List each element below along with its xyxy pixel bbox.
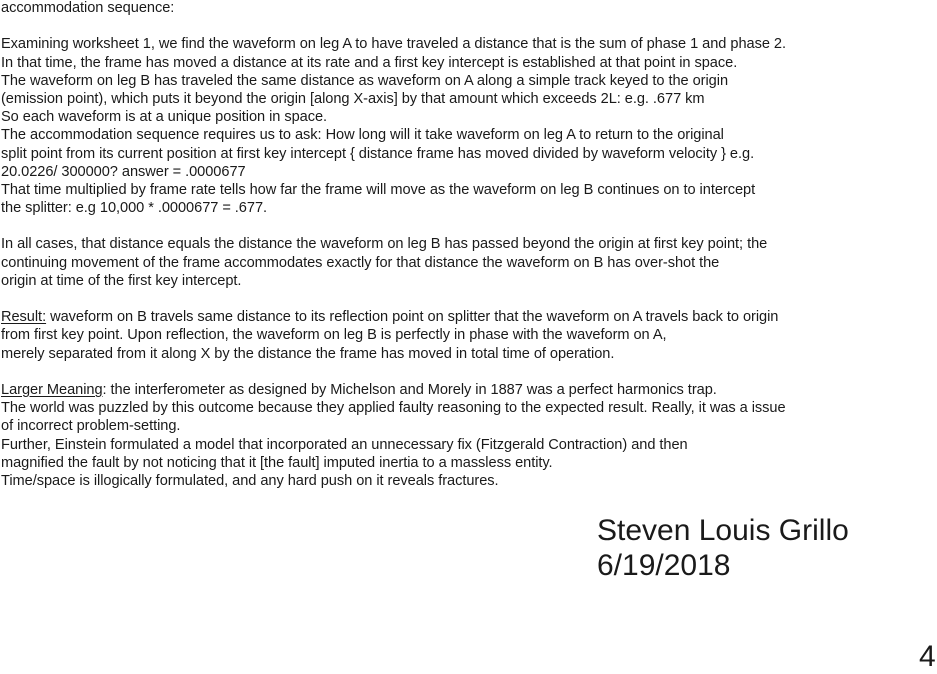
paragraph-gap <box>1 17 935 35</box>
paragraph-gap <box>1 363 935 381</box>
author-name: Steven Louis Grillo <box>597 514 849 547</box>
paragraph-worksheet <box>1 35 935 217</box>
text-line: Further, Einstein formulated a model that incorporated an unnecessary fix (Fitzgerald Contraction) and then <box>1 436 688 453</box>
text-line: continuing movement of the frame accommodates exactly for that distance the waveform on B has over-shot the <box>1 254 720 271</box>
text-line: The accommodation sequence requires us to ask: How long will it take waveform on leg A to return to the original <box>1 127 724 144</box>
text-line: Examining worksheet 1, we find the waveform on leg A to have traveled a distance that is the sum of phase 1 and phase 2. <box>1 36 786 53</box>
text-line: So each waveform is at a unique position in space. <box>1 109 328 126</box>
text-line: The waveform on leg B has traveled the same distance as waveform on A along a simple track keyed to the origin <box>1 72 729 89</box>
text-line: In all cases, that distance equals the distance the waveform on leg B has passed beyond the origin at first key point; the <box>1 236 768 253</box>
text-line: merely separated from it along X by the distance the frame has moved in total time of operation. <box>1 345 615 362</box>
result-text: waveform on B travels same distance to its reflection point on splitter that the waveform on A travels back to origin <box>46 309 779 326</box>
text-line: origin at time of the first key intercept. <box>1 272 242 289</box>
larger-meaning-text: : the interferometer as designed by Michelson and Morely in 1887 was a perfect harmonics trap. <box>102 381 717 398</box>
text-line: magnified the fault by not noticing that it [the fault] imputed inertia to a massless entity. <box>1 454 553 471</box>
result-heading: Result: <box>1 309 47 326</box>
signature-date: 6/19/2018 <box>597 549 731 582</box>
paragraph-all-cases <box>1 235 935 290</box>
text-line: That time multiplied by frame rate tells how far the frame will move as the waveform on leg B continues on to intercept <box>1 181 756 198</box>
larger-meaning-heading: Larger Meaning <box>1 381 103 398</box>
text-line: In that time, the frame has moved a distance at its rate and a first key intercept is established at that point in space. <box>1 54 738 71</box>
text-line: from first key point. Upon reflection, the waveform on leg B is perfectly in phase with the waveform on A, <box>1 327 667 344</box>
document-body <box>1 0 935 490</box>
intro-line: accommodation sequence: <box>1 0 175 16</box>
text-line: split point from its current position at first key intercept { distance frame has moved divided by waveform velocity } e.g. <box>1 145 755 162</box>
text-line: of incorrect problem-setting. <box>1 418 181 435</box>
page-number: 4 <box>919 640 936 673</box>
paragraph-gap <box>1 217 935 235</box>
paragraph-larger-meaning <box>1 381 935 490</box>
text-line: Time/space is illogically formulated, and any hard push on it reveals fractures. <box>1 472 499 489</box>
text-line: 20.0226/ 300000? answer = .0000677 <box>1 163 246 180</box>
text-line <box>1 308 935 326</box>
text-line: (emission point), which puts it beyond the origin [along X-axis] by that amount which exceeds 2L: e.g. .677 km <box>1 90 705 107</box>
text-line: The world was puzzled by this outcome because they applied faulty reasoning to the expected result. Really, it was a issue <box>1 400 786 417</box>
paragraph-result <box>1 308 935 363</box>
text-line: the splitter: e.g 10,000 * .0000677 = .677. <box>1 200 268 217</box>
paragraph-gap <box>1 290 935 308</box>
signature-block <box>597 513 849 583</box>
text-line <box>1 381 935 399</box>
